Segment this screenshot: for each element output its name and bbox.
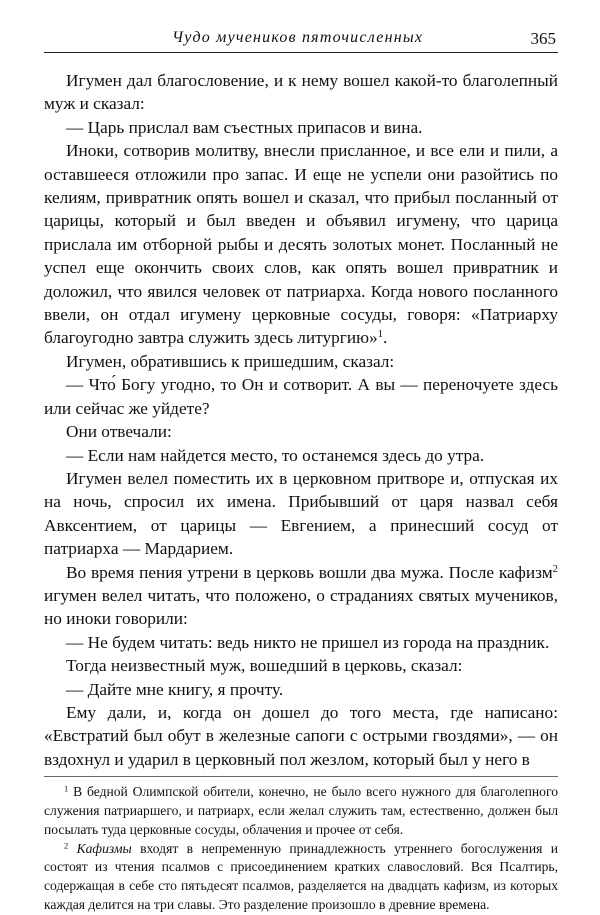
running-header <box>44 28 558 53</box>
paragraph: Игумен велел поместить их в церковном притворе и, отпуская их на ночь, спросил их имена. Прибывший от царя назвал себя Авксентием, от царицы — Евгением, а принесший сосуд от патриарха — Мардарием. <box>44 468 558 559</box>
footnote-1 <box>44 783 558 839</box>
footnote-separator <box>44 776 558 777</box>
footnote-term: Кафизмы <box>76 840 132 856</box>
paragraph: — Если нам найдется место, то останемся здесь до утра. <box>66 445 485 465</box>
footnote-mark: 1 <box>64 783 69 794</box>
paragraph: — Не будем читать: ведь никто не пришел из города на праздник. <box>66 632 550 652</box>
paragraph-text: Иноки, сотворив молитву, внесли присланное, и все ели и пили, а оставшееся отложили про запас. И еще не успели они разойтись по келиям, привратник опять вошел и сказал, что прибыл посланный от царицы, который и был введен и объявил игумену, что царица прислала им отборной рыбы и десять золотых монет. Посланный не успел еще окончить своих слов, как опять вошел привратник и доложил, что явился человек от патриарха. Когда нового посланного ввели, он отдал игумену церковные сосуды, говоря: «Патриарху благоугодно завтра служить здесь литургию» <box>44 141 558 348</box>
paragraph-end: . <box>383 328 388 348</box>
footnote-text: входят в непременную принадлежность утреннего богослужения и состоят из чтения псалмов с присоединением кратких славословий. Вся Псалтирь, содержащая в себе сто пятьдесят псалмов, разделяется на двадцать кафизм, из которых каждая делится на три славы. Это разделение произошло в древние времена. <box>44 840 559 912</box>
paragraph-text: игумен велел читать, что положено, о страданиях святых мучеников, но иноки говорили: <box>44 585 558 629</box>
footnote-ref-2: 2 <box>552 562 558 575</box>
paragraph: — Дайте мне книгу, я прочту. <box>66 679 284 699</box>
paragraph: Игумен дал благословение, и к нему вошел какой-то благолепный муж и сказал: <box>44 71 558 114</box>
paragraph: — Что́ Богу угодно, то Он и сотворит. А вы — переночуете здесь или сейчас же уйдете? <box>44 375 558 418</box>
main-text <box>44 69 558 771</box>
paragraph <box>44 561 558 631</box>
paragraph <box>44 139 558 350</box>
paragraph: — Царь прислал вам съестных припасов и вина. <box>66 117 423 137</box>
paragraph: Ему дали, и, когда он дошел до того места, где написано: «Евстратий был обут в железные сапоги с острыми гвоздями», — он вздохнул и ударил в церковный пол жезлом, который был у него в <box>44 702 558 769</box>
footnote-ref-1: 1 <box>377 328 384 341</box>
footnote-2 <box>44 840 558 915</box>
footnote-mark: 2 <box>64 839 69 850</box>
running-title: Чудо мучеников пяточисленных <box>172 29 424 46</box>
paragraph: Они отвечали: <box>66 422 172 442</box>
paragraph: Тогда неизвестный муж, вошедший в церковь, сказал: <box>66 656 463 676</box>
footnotes <box>44 783 558 915</box>
paragraph: Игумен, обратившись к пришедшим, сказал: <box>66 351 395 371</box>
paragraph-text: Во время пения утрени в церковь вошли два мужа. После кафизм <box>66 562 553 582</box>
book-page <box>44 28 558 915</box>
footnote-text: В бедной Олимпской обители, конечно, не было всего нужного для благолепного служения патриаршего, и патриарх, если желал служить там, естественно, должен был посылать туда церковные сосуды, облачения и прочее от себя. <box>44 784 558 837</box>
page-number: 365 <box>530 29 556 48</box>
